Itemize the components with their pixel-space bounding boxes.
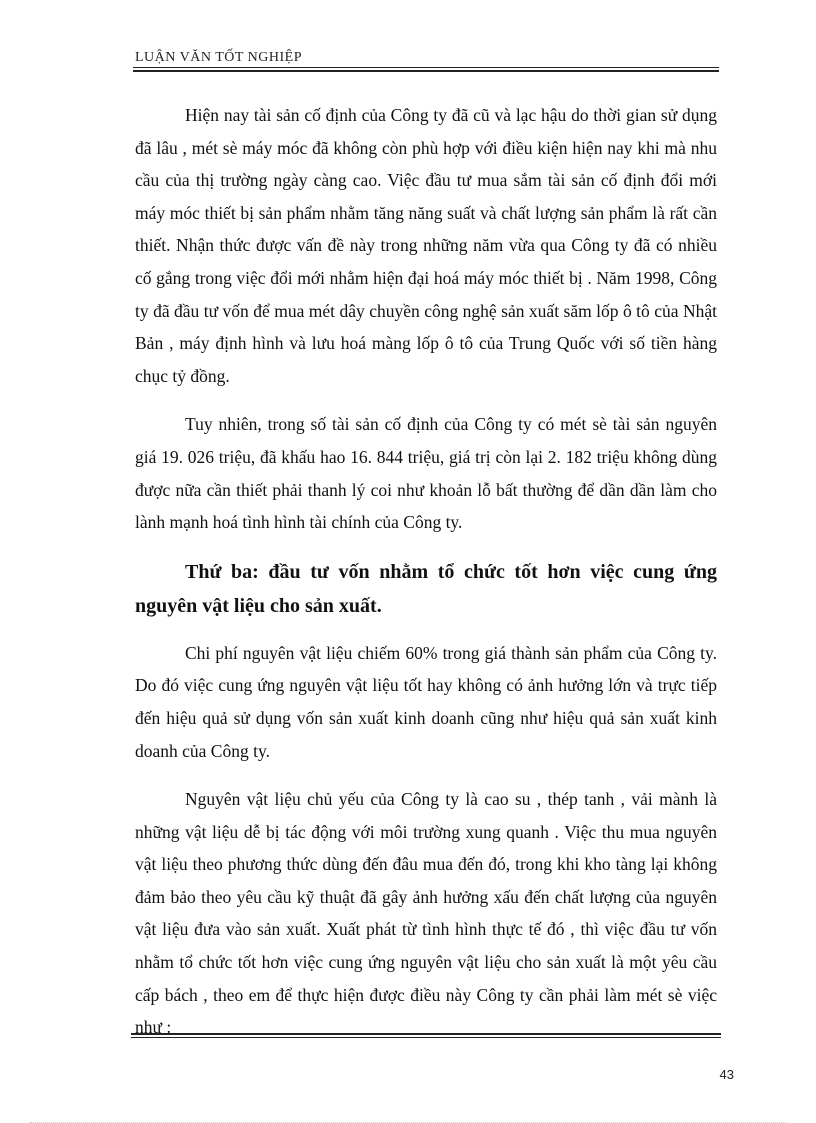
section-heading: Thứ ba: đầu tư vốn nhằm tổ chức tốt hơn việc cung ứng nguyên vật liệu cho sản xuất.: [135, 560, 717, 617]
paragraph-1: Hiện nay tài sản cố định của Công ty đã cũ và lạc hậu do thời gian sử dụng đã lâu , mét sè máy móc đã không còn phù hợp với điều kiện hiện nay khi mà nhu cầu của thị trường ngày càng cao. Việc đầu tư mua sắm tài sản cố định đổi mới máy móc thiết bị sản phẩm nhằm tăng năng suất và chất lượng sản phẩm là rất cần thiết. Nhận thức được vấn đề này trong những năm vừa qua Công ty đã có nhiều cố gắng trong việc đổi mới nhằm hiện đại hoá máy móc thiết bị . Năm 1998, Công ty đã đầu tư vốn để mua mét dây chuyền công nghệ sản xuất săm lốp ô tô của Nhật Bản , máy định hình và lưu hoá màng lốp ô tô của Trung Quốc với số tiền hàng chục tỷ đồng.: [135, 105, 717, 386]
footer-rule-thin: [131, 1037, 721, 1038]
document-body: [135, 99, 717, 1060]
paragraph-2: Tuy nhiên, trong số tài sản cố định của Công ty có mét sè tài sản nguyên giá 19. 026 triệu, đã khấu hao 16. 844 triệu, giá trị còn lại 2. 182 triệu không dùng được nữa cần thiết phải thanh lý coi như khoản lỗ bất thường để dần dần làm cho lành mạnh hoá tình hình tài chính của Công ty.: [135, 414, 717, 533]
page-number: 43: [719, 1067, 734, 1082]
footer-rule-thick: [131, 1033, 721, 1035]
header-rule-thin: [133, 67, 719, 68]
header-rule-thick: [133, 70, 719, 72]
paragraph-3: Chi phí nguyên vật liệu chiếm 60% trong giá thành sản phẩm của Công ty. Do đó việc cung ứng nguyên vật liệu tốt hay không có ảnh hưởng lớn và trực tiếp đến hiệu quả sử dụng vốn sản xuất kinh doanh cũng như hiệu quả sản xuất kinh doanh của Công ty.: [135, 642, 717, 761]
header-title: LUẬN VĂN TỐT NGHIỆP: [135, 50, 302, 65]
paragraph-4: Nguyên vật liệu chủ yếu của Công ty là cao su , thép tanh , vải mành là những vật liệu dễ bị tác động với môi trường xung quanh . Việc thu mua nguyên vật liệu theo phương thức dùng đến đâu mua đến đó, trong khi kho tàng lại không đảm bảo theo yêu cầu kỹ thuật đã gây ảnh hưởng xấu đến chất lượng của nguyên vật liệu đưa vào sản xuất. Xuất phát từ tình hình thực tế đó , thì việc đầu tư vốn nhằm tổ chức tốt hơn việc cung ứng nguyên vật liệu cho sản xuất là một yêu cầu cấp bách , theo em để thực hiện được điều này Công ty cần phải làm mét sè việc như :: [135, 789, 717, 1038]
